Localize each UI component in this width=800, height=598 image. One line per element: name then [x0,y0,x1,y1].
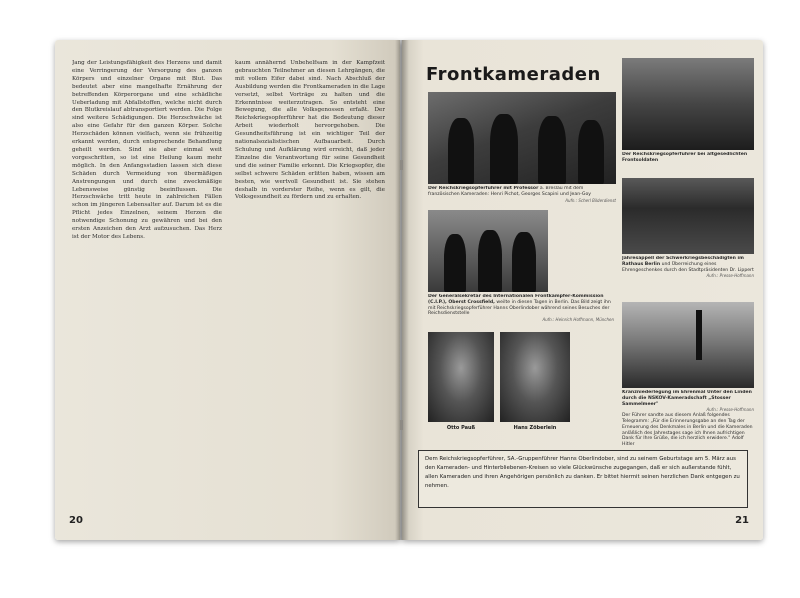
portrait-name: Otto Pauß [446,425,476,431]
photo-image [500,332,570,422]
birthday-notice [418,450,748,508]
left-page-column-1 [72,60,222,502]
portrait-name: Hans Zöberlein [513,425,557,431]
person-silhouette [490,114,518,184]
caption-text: a. Breslau mit dem französischen Kameraden: Henri Pichot, Georges Scapini und Jean-Goy [428,186,592,197]
staple [400,160,403,170]
caption-bold: Kranzniederlegung im Ehrenmal Unter den Linden durch die NSKOV-Kameradschaft „Stosser Sammelmeer" [622,390,752,407]
photo-image [622,302,754,388]
flag-pole [696,310,702,360]
photo-jahresappell [622,178,754,254]
caption-frontsoldiers [622,152,754,162]
body-text: kaum annähernd Unbehelfsam in der Kampfzeit gebrauchten Teilnehmer an diesen Lehrgängen, die mit vollem Eifer dabei sind. Nach Abschluß der Ausbildung werden die Frontkameraden in die Lage versetzt, selbst Vorträge zu halten und die Erkenntnisse weiterzutragen. So entsteht eine Bewegung, die alle Volksgenossen erfaßt. Der Reichskriegsopferführer hat die Bedeutung dieser Arbeit wiederholt hervorgehoben. Die Gesundheitsführung ist ein wichtiger Teil der nationalsozialistischen Aufbauarbeit. Durch Schulung und Aufklärung wird erreicht, daß jeder Einzelne die Verantwortung für seine Gesundheit und die seiner Familie erkennt. Die Kriegsopfer, die selbst schwere Schäden erlitten haben, wissen am besten, wie wertvoll Gesundheit ist. Sie stehen deshalb in vorderster Reihe, wenn es gilt, die Volksgesundheit zu fördern und zu erhalten. [235,60,385,201]
photo-portrait-zoeberlein [500,332,570,422]
spine [395,40,409,540]
left-page [55,40,400,540]
caption-bold: Der Reichskriegsopferführer mit Professor [428,186,539,191]
person-silhouette [538,116,566,184]
photo-handshake [428,92,616,184]
photo-image [622,178,754,254]
photo-portrait-pauss [428,332,494,422]
page-title: Frontkameraden [426,64,601,85]
page-number-left: 20 [69,515,83,526]
photo-credit: Aufn.: Scherl Bilderdienst [565,197,616,203]
open-magazine [55,40,763,540]
caption-text: Der Führer sandte aus diesem Anlaß folgendes Telegramm: „Für die Erinnerungsgabe an den Tag der Erneuerung des Denkmales in Berlin und die Kameraden anläßlich des Jahrestages sage ich Ihnen aufrichtigen Dank für Ihre Grüße, die ich herzlich erwidere." Adolf Hitler [622,413,753,446]
photo-credit: Aufn.: Heinrich Hoffmann, München [542,317,614,323]
caption-kranzniederlegung [622,390,754,446]
photo-kranzniederlegung [622,302,754,388]
photo-crossfield [428,210,548,292]
caption-jahresappell [622,256,754,290]
person-silhouette [478,230,502,292]
person-silhouette [448,118,474,184]
photo-image [622,58,754,150]
body-text: Jang der Leistungsfähigkeit des Herzens und damit eine Verringerung der Versorgung des ganzen Körpers und einzelner Organe mit Blut. Das bedeutet aber eine mangelhafte Ernährung der betreffenden Körperorgane und eine schädliche Ueberladung mit Abfallstoffen, welche nicht durch den Blutkreislauf abtransportiert werden. Die Folge sind weitere Schädigungen. Die Herzschwäche ist also eine Gefahr für den ganzen Körper. Solche Herzschäden können vielfach, wenn sie frühzeitig erkannt werden, durch entsprechende Behandlung geheilt werden. Sind sie aber einmal weit vorgeschritten, so ist eine Heilung kaum mehr möglich. In den Anfangsstadien lassen sich diese Schäden durch Vermeidung von übermäßigen Anstrengungen und durch eine zweckmäßige Lebensweise günstig beeinflussen. Die Herzschwäche tritt heute in zahlreichen Fällen schon im jüngeren Lebensalter auf. Darum ist es die Pflicht jedes Einzelnen, seinem Herzen die notwendige Schonung zu gewähren und bei den ersten Anzeichen den Arzt aufzusuchen. Das Herz ist der Motor des Lebens. [72,60,222,240]
person-silhouette [512,232,536,292]
notice-text: Dem Reichskriegsopferführer, SA.-Gruppenführer Hanns Oberlindober, sind zu seinem Geburtstage am 5. März aus den Kameraden- und Hinterbliebenen-Kreisen so viele Glückwünsche zugegangen, daß er sich außerstande fühlt, allen Kameraden und ihren Angehörigen persönlich zu danken. Er bittet hiermit seinen herzlichen Dank entgegen zu nehmen. [425,456,740,489]
left-page-column-2 [235,60,385,502]
caption-bold: Der Generalsekretär des Internationalen Frontkämpfer-Kommission (C.I.P.), Oberst Crossfield, [428,294,604,305]
caption-bold: Jahresappell der Schwerkriegsbeschädigten im Rathaus Berlin [622,256,744,267]
caption-text: und Überreichung eines Ehrengeschenkes durch den Stadtpräsidenten Dr. Lippert [622,261,754,273]
caption-text: weilte in diesen Tagen in Berlin. Das Bild zeigt ihn mit Reichskriegsopferführer Hanns Oberlindober während seines Besuches der Reichsdienststelle [428,299,611,317]
photo-frontsoldiers [622,58,754,150]
photo-image [428,332,494,422]
right-page [402,40,763,540]
photo-credit: Aufn.: Presse-Hoffmann [706,273,754,279]
person-silhouette [578,120,604,184]
caption-crossfield [428,294,614,328]
caption-handshake [428,186,616,208]
page-number-right: 21 [735,515,749,526]
staple [400,420,403,430]
photo-credit: Aufn.: Presse-Hoffmann [706,407,754,413]
caption-bold: Der Reichskriegsopferführer bei altgesedlichten Frontsoldaten [622,152,748,162]
person-silhouette [444,234,466,292]
